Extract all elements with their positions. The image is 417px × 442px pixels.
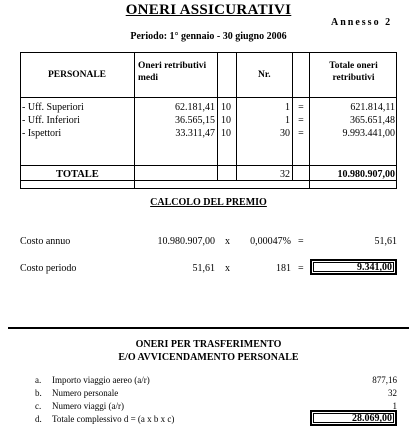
period-label: Periodo: 1° gennaio - 30 giugno 2006: [130, 31, 287, 42]
annuo-amount: 10.980.907,00: [157, 236, 215, 247]
row-nr: 30: [280, 128, 290, 139]
row-label: - Uff. Inferiori: [22, 115, 80, 126]
total-nr: 32: [280, 169, 290, 180]
header-totale: Totale oneri retributivi: [329, 61, 378, 83]
item-value: 28.069,00: [352, 413, 392, 424]
row-eq: =: [298, 102, 304, 113]
periodo-result-box: [310, 259, 397, 275]
header-personale: PERSONALE: [47, 70, 107, 80]
annuo-label: Costo annuo: [20, 236, 71, 247]
document-title: ONERI ASSICURATIVI: [125, 2, 292, 18]
item-value: 32: [388, 388, 397, 398]
item-label: Numero personale: [52, 388, 119, 398]
annuo-op: x: [225, 236, 230, 247]
total-amount: 10.980.907,00: [337, 169, 395, 180]
annuo-eq: =: [298, 236, 304, 247]
premio-title: CALCOLO DEL PREMIO: [150, 197, 267, 208]
item-value: 1: [392, 401, 397, 411]
trasferimento-total-box: [310, 410, 397, 426]
row-factor: 10: [221, 102, 231, 113]
row-eq: =: [298, 128, 304, 139]
row-label: - Ispettori: [22, 128, 62, 139]
row-factor: 10: [221, 128, 231, 139]
periodo-label: Costo periodo: [20, 263, 77, 274]
header-nr: Nr.: [258, 70, 271, 80]
total-label: TOTALE: [56, 169, 99, 180]
item-label: Totale complessivo d = (a x b x c): [52, 414, 175, 424]
trasferimento-title: ONERI PER TRASFERIMENTO E/O AVVICENDAMENTO PERSONALE: [118, 339, 299, 363]
row-factor: 10: [221, 115, 231, 126]
periodo-result: 9.341,00: [357, 262, 392, 273]
header-oneri: Oneri retributivi medi: [138, 61, 207, 83]
periodo-eq: =: [298, 263, 304, 274]
row-oneri: 33.311,47: [175, 128, 215, 139]
row-totale: 9.993.441,00: [342, 128, 395, 139]
annex-label: Annesso 2: [331, 17, 393, 28]
annuo-result: 51,61: [374, 236, 397, 247]
row-label: - Uff. Superiori: [22, 102, 84, 113]
row-nr: 1: [285, 102, 290, 113]
row-totale: 365.651,48: [350, 115, 395, 126]
row-totale: 621.814,11: [350, 102, 395, 113]
item-value: 877,16: [372, 375, 397, 385]
item-label: Importo viaggio aereo (a/r): [52, 375, 150, 385]
row-oneri: 62.181,41: [175, 102, 215, 113]
item-label: Numero viaggi (a/r): [52, 401, 124, 411]
annuo-rate: 0,00047%: [250, 236, 291, 247]
row-oneri: 36.565,15: [175, 115, 215, 126]
row-eq: =: [298, 115, 304, 126]
periodo-days: 181: [276, 263, 291, 274]
periodo-op: x: [225, 263, 230, 274]
row-nr: 1: [285, 115, 290, 126]
section-divider: [8, 327, 409, 329]
periodo-amount: 51,61: [192, 263, 215, 274]
